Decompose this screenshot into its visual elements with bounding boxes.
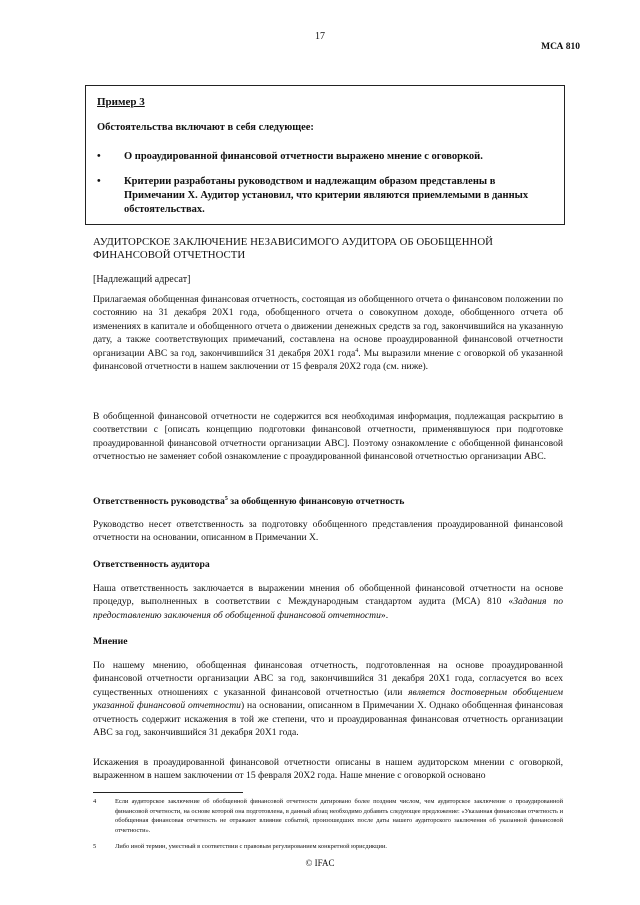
footnote-number: 4 (93, 798, 97, 805)
paragraph-misstatements: Искажения в проаудированной финансовой отчетности описаны в нашем аудиторском мнении с оговоркой, выраженном в нашем заключении от 15 февраля 20X2 года. Наше мнение с оговоркой основано (93, 757, 563, 782)
example-intro: Обстоятельства включают в себя следующее: (97, 122, 314, 133)
section-heading-management: Ответственность руководства$^5$ за обобщенную финансовую отчетность (93, 495, 405, 507)
bullet-icon: • (97, 176, 101, 187)
footnote-divider (93, 792, 243, 793)
footnote-text: Либо иной термин, уместный в соответствии с правовым регулированием конкретной юрисдикции. (115, 843, 387, 850)
paragraph-disclosure: В обобщенной финансовой отчетности не содержится вся необходимая информация, подлежащая раскрытию в соответствии с [описать концепцию подготовки финансовой отчетности, применявшуюся при подготовке проаудированной финансовой отчетности организации ABC]. Поэтому ознакомление с обобщенной финансовой отчетностью не заменяет собой ознакомление с проаудированной финансовой отчетностью организации ABC. (93, 411, 563, 463)
paragraph-management: Руководство несет ответственность за подготовку обобщенного представления проаудированной финансовой отчетности на основании, описанном в Примечании X. (93, 519, 563, 544)
footnote-ref: 4 (355, 347, 359, 354)
footnote (93, 842, 563, 853)
bullet-text: О проаудированной финансовой отчетности выражено мнение с оговоркой. (124, 151, 483, 162)
bullet-icon: • (97, 151, 101, 162)
list-item (97, 175, 557, 219)
section-heading-auditor: Ответственность аудитора (93, 559, 210, 570)
list-item (97, 150, 557, 166)
addressee: [Надлежащий адресат] (93, 274, 191, 285)
bullet-text: Критерии разработаны руководством и надлежащим образом представлены в Примечании X. Аудитор установил, что критерии являются приемлемыми в данных обстоятельствах. (124, 176, 529, 215)
footnote (93, 797, 563, 839)
section-heading-opinion: Мнение (93, 636, 128, 647)
example-box (85, 85, 565, 225)
document-id: МСА 810 (541, 42, 580, 52)
page-number: 17 (315, 31, 325, 42)
example-title: Пример 3 (97, 96, 145, 108)
paragraph-intro: Прилагаемая обобщенная финансовая отчетность, состоящая из обобщенного отчета о финансовом положении по состоянию на 31 декабря 20X1 года, обобщенного отчета о совокупном доходе, обобщенного отчета об изменениях в капитале и обобщенного отчета о движении денежных средств за год, закончившийся на указанную дату, а также соответствующих примечаний, составлена на основе проаудированной финансовой отчетности организации ABC за год, закончившийся 31 декабря 20X1 года$^4$. Мы выразили мнение с оговоркой об указанной финансовой отчетности в нашем заключении от 15 февраля 20X2 года (см. ниже). (93, 294, 563, 373)
footnote-number: 5 (93, 843, 97, 850)
paragraph-opinion: По нашему мнению, обобщенная финансовая отчетность, подготовленная на основе проаудированной финансовой отчетности организации ABC за год, закончившийся 31 декабря 20X1 года, согласуется во всех существенных отношениях с указанной финансовой отчетностью (или является достоверным обобщением указанной финансовой отчетности) на основании, описанном в Примечании X. Однако обобщенная финансовая отчетность содержит искажения в той же степени, что и проаудированная финансовая отчетность организации ABC за год, закончившийся 31 декабря 20X1 года. (93, 660, 563, 739)
footnote-text: Если аудиторское заключение об обобщенной финансовой отчетности датировано более поздним числом, чем аудиторское заключение о проаудированной финансовой отчетности, на основе которой она подготовлена, в данный абзац необходимо добавить следующее предложение: «Указанная финансовая отчетность и обобщенная финансовая отчетность не отражают влияние событий, произошедших после даты нашего аудиторского заключения об указанной финансовой отчетности». (115, 798, 563, 834)
paragraph-auditor: Наша ответственность заключается в выражении мнения об обобщенной финансовой отчетности на основе процедур, выполненных в соответствии с Международным стандартом аудита (МСА) 810 «Задания по предоставлению заключения об обобщенной финансовой отчетности». (93, 583, 563, 621)
report-heading: АУДИТОРСКОЕ ЗАКЛЮЧЕНИЕ НЕЗАВИСИМОГО АУДИТОРА ОБ ОБОБЩЕННОЙ ФИНАНСОВОЙ ОТЧЕТНОСТИ (93, 236, 493, 261)
footnote-ref: 5 (224, 495, 228, 502)
page-footer: © IFAC (305, 858, 335, 868)
